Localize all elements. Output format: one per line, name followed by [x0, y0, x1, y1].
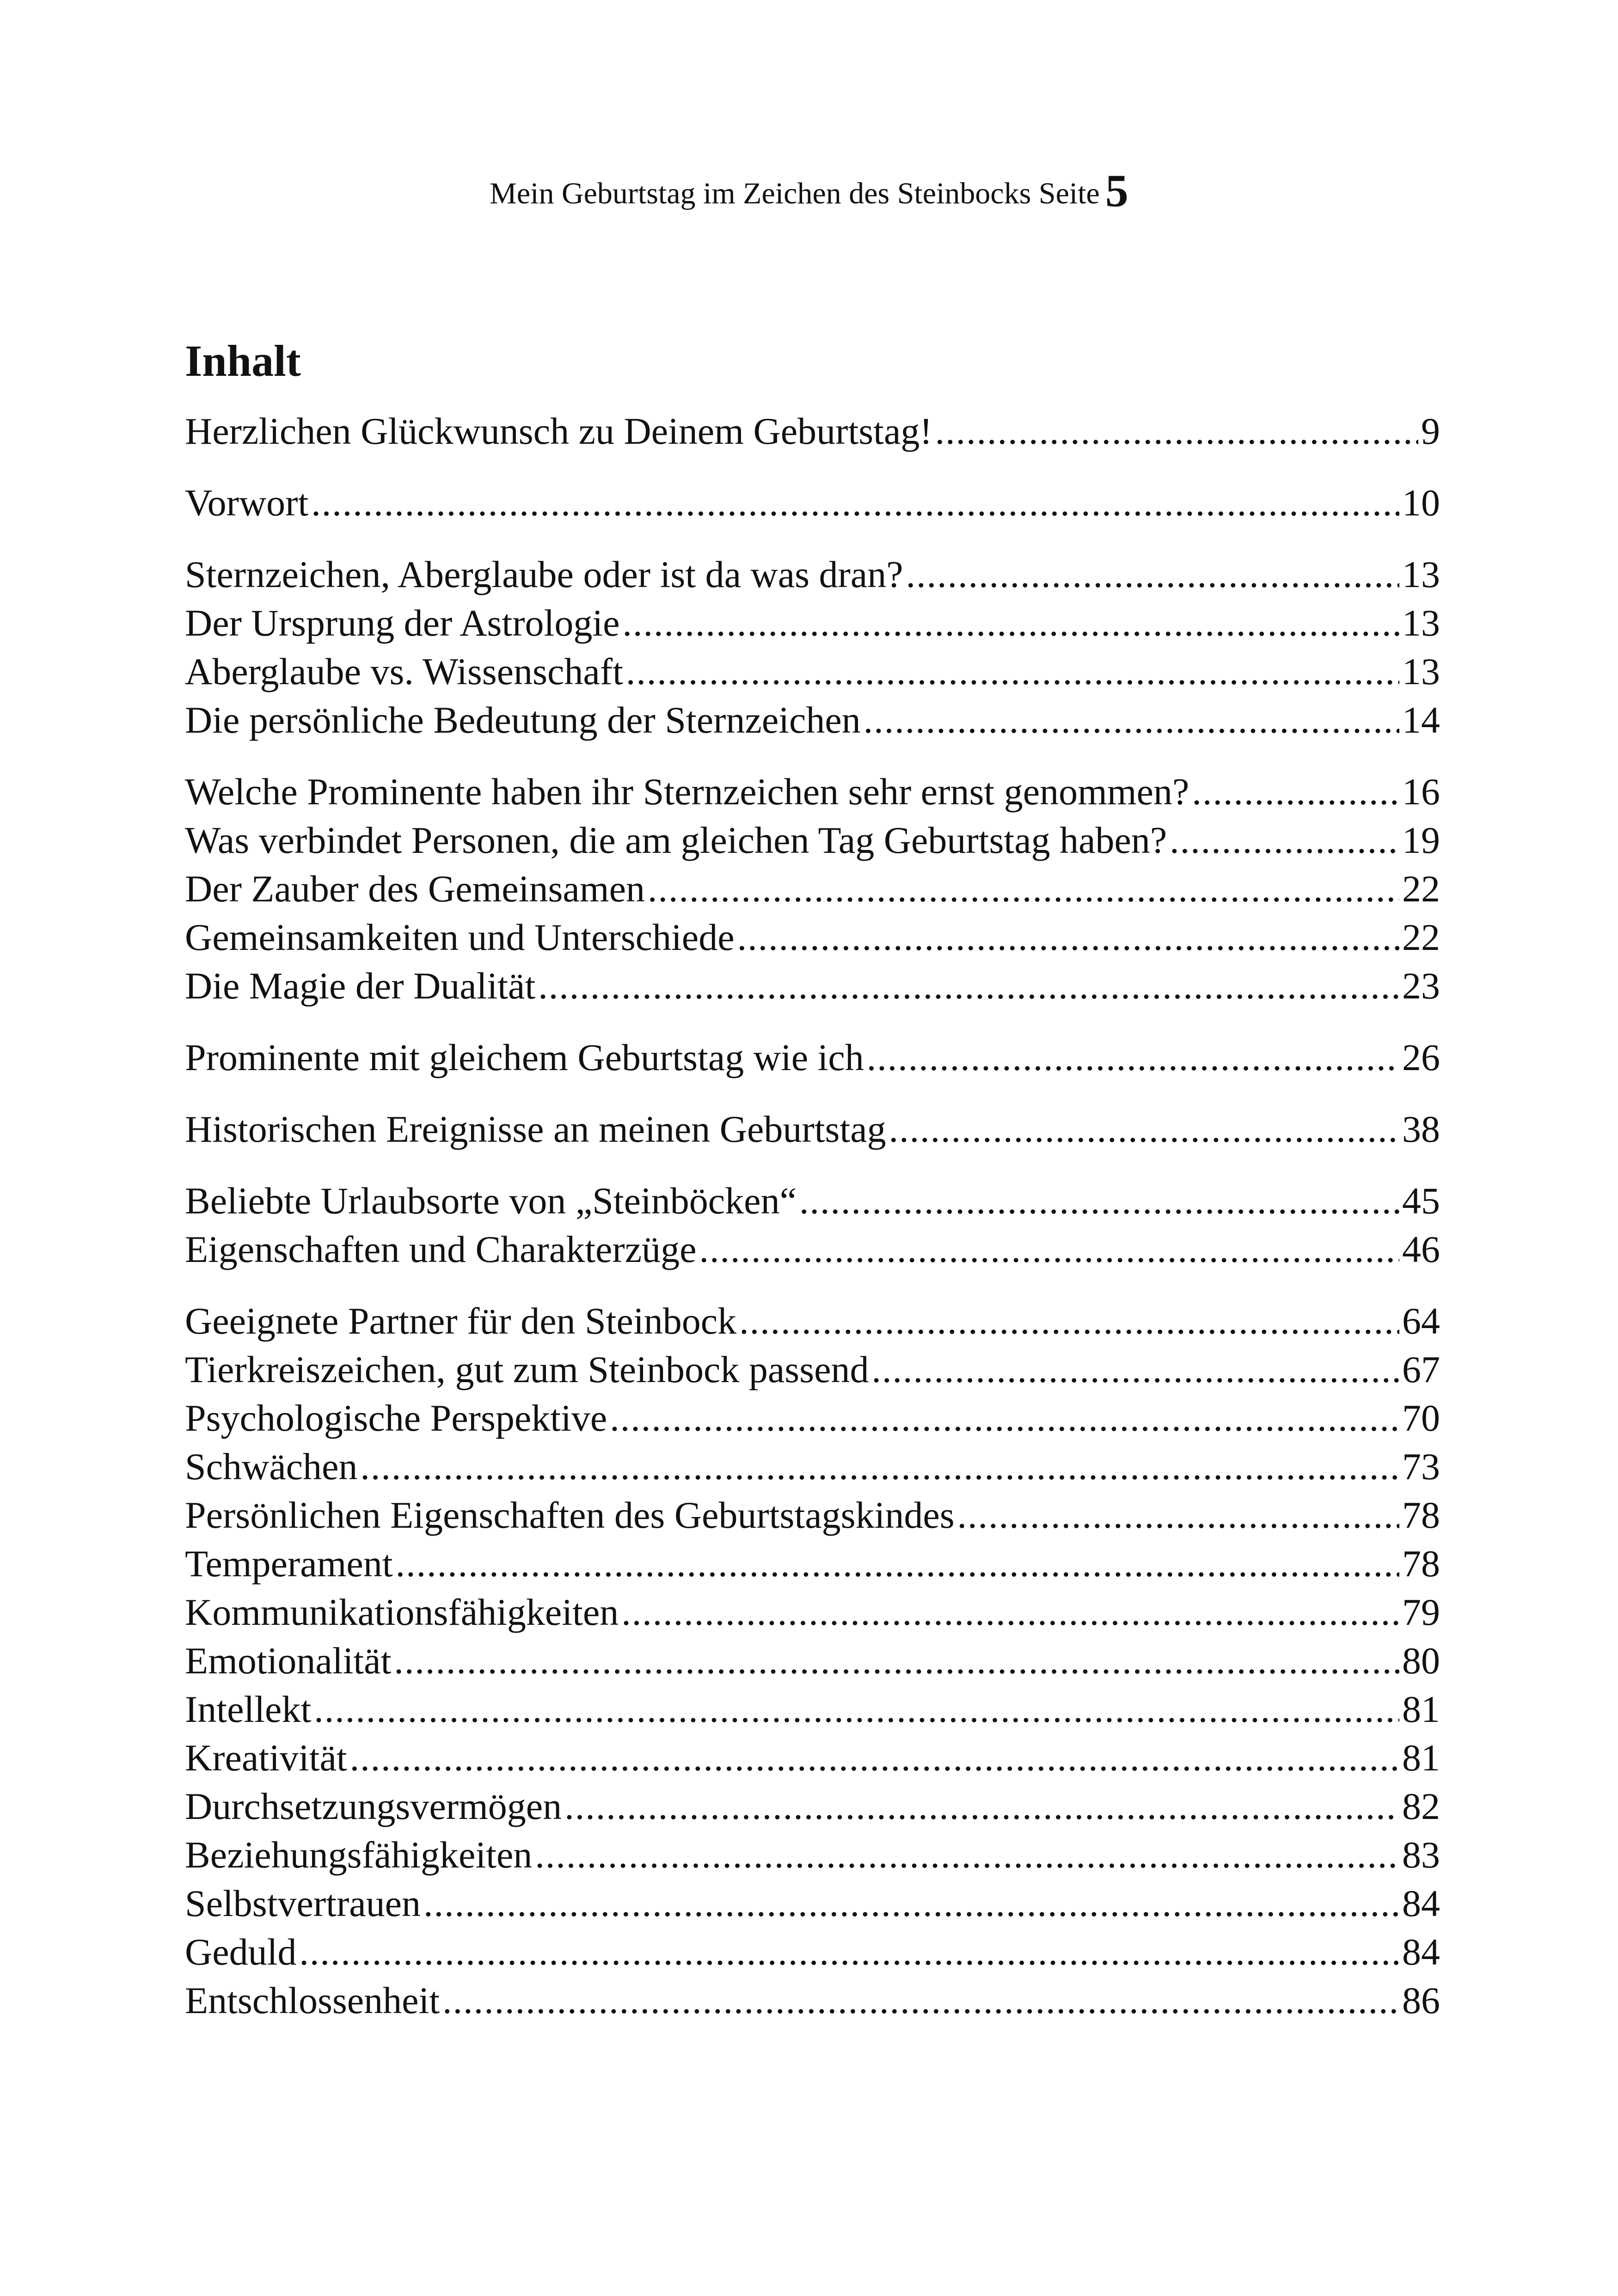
toc-entry[interactable] [185, 1105, 1440, 1153]
toc-entry-page: 13 [1402, 602, 1440, 644]
toc-group [185, 478, 1440, 527]
toc-entry-page: 82 [1402, 1785, 1440, 1827]
toc-entry-page: 9 [1421, 410, 1440, 452]
toc-group [185, 407, 1440, 455]
toc-leader-dots [564, 1782, 1399, 1831]
toc-leader-dots [648, 864, 1399, 913]
toc-entry-label: Der Ursprung der Astrologie [185, 602, 620, 644]
toc-leader-dots [737, 913, 1399, 961]
toc-entry-label: Intellekt [185, 1688, 312, 1730]
toc-entry-label: Entschlossenheit [185, 1979, 440, 2021]
toc-entry-label: Beliebte Urlaubsorte von „Steinböcken“ [185, 1180, 797, 1222]
toc-entry[interactable] [185, 816, 1440, 864]
toc-entry[interactable] [185, 1491, 1440, 1539]
page-number: 5 [1105, 165, 1128, 216]
toc-entry-label: Tierkreiszeichen, gut zum Steinbock passend [185, 1348, 869, 1390]
toc-leader-dots [1170, 816, 1399, 864]
toc-entry[interactable] [185, 1976, 1440, 2025]
running-header [0, 164, 1618, 217]
toc-entry-label: Schwächen [185, 1445, 358, 1488]
toc-leader-dots [610, 1394, 1399, 1442]
toc-entry-page: 19 [1402, 819, 1440, 861]
toc-entry-page: 81 [1402, 1737, 1440, 1779]
toc-entry[interactable] [185, 961, 1440, 1010]
toc-entry[interactable] [185, 1539, 1440, 1588]
toc-entry[interactable] [185, 647, 1440, 696]
toc-entry-page: 86 [1402, 1979, 1440, 2021]
toc-leader-dots [314, 1685, 1399, 1733]
toc-leader-dots [935, 407, 1418, 455]
toc-leader-dots [350, 1733, 1399, 1782]
toc-entry[interactable] [185, 1831, 1440, 1879]
toc-entry[interactable] [185, 1442, 1440, 1491]
toc-leader-dots [699, 1225, 1399, 1274]
toc-entry[interactable] [185, 599, 1440, 647]
toc-entry-page: 78 [1402, 1543, 1440, 1585]
toc-leader-dots [739, 1297, 1399, 1345]
toc-entry-page: 73 [1402, 1445, 1440, 1488]
toc-leader-dots [906, 550, 1399, 599]
toc-group [185, 1176, 1440, 1274]
toc-entry-label: Geeignete Partner für den Steinbock [185, 1300, 737, 1342]
toc-entry[interactable] [185, 1879, 1440, 1928]
table-of-contents [185, 407, 1440, 2048]
toc-title: Inhalt [185, 336, 301, 386]
toc-entry[interactable] [185, 550, 1440, 599]
toc-leader-dots [538, 961, 1399, 1010]
toc-entry-page: 22 [1402, 916, 1440, 958]
toc-entry-page: 45 [1402, 1180, 1440, 1222]
toc-leader-dots [1192, 767, 1399, 816]
toc-entry[interactable] [185, 1733, 1440, 1782]
toc-leader-dots [396, 1539, 1399, 1588]
toc-entry-page: 70 [1402, 1397, 1440, 1439]
toc-entry[interactable] [185, 1225, 1440, 1274]
toc-leader-dots [423, 1879, 1399, 1928]
toc-entry[interactable] [185, 1176, 1440, 1225]
toc-entry[interactable] [185, 1033, 1440, 1082]
toc-leader-dots [535, 1831, 1399, 1879]
toc-entry-page: 23 [1402, 965, 1440, 1007]
toc-entry-label: Der Zauber des Gemeinsamen [185, 868, 645, 910]
toc-entry[interactable] [185, 1685, 1440, 1733]
toc-group [185, 767, 1440, 1010]
toc-entry-page: 67 [1402, 1348, 1440, 1390]
toc-entry-page: 84 [1402, 1882, 1440, 1924]
toc-entry[interactable] [185, 864, 1440, 913]
toc-entry-label: Herzlichen Glückwunsch zu Deinem Geburtstag! [185, 410, 932, 452]
toc-entry[interactable] [185, 1928, 1440, 1976]
toc-entry-page: 14 [1402, 699, 1440, 741]
toc-entry-label: Eigenschaften und Charakterzüge [185, 1228, 697, 1270]
toc-leader-dots [889, 1105, 1399, 1153]
toc-entry-label: Emotionalität [185, 1640, 392, 1682]
toc-entry[interactable] [185, 696, 1440, 744]
toc-entry-page: 84 [1402, 1931, 1440, 1973]
toc-leader-dots [867, 1033, 1399, 1082]
toc-entry[interactable] [185, 1297, 1440, 1345]
toc-entry-page: 22 [1402, 868, 1440, 910]
toc-entry-page: 46 [1402, 1228, 1440, 1270]
running-title: Mein Geburtstag im Zeichen des Steinbocks Seite [490, 177, 1100, 210]
toc-group [185, 1297, 1440, 2025]
toc-entry-page: 10 [1402, 482, 1440, 524]
toc-group [185, 1105, 1440, 1153]
toc-entry-label: Geduld [185, 1931, 297, 1973]
toc-group [185, 550, 1440, 744]
toc-leader-dots [623, 599, 1399, 647]
toc-entry-label: Vorwort [185, 482, 309, 524]
toc-entry-label: Gemeinsamkeiten und Unterschiede [185, 916, 735, 958]
toc-leader-dots [626, 647, 1399, 696]
toc-entry-page: 26 [1402, 1036, 1440, 1078]
toc-entry-page: 78 [1402, 1494, 1440, 1536]
toc-entry-page: 16 [1402, 771, 1440, 813]
toc-entry-page: 79 [1402, 1591, 1440, 1633]
toc-leader-dots [299, 1928, 1399, 1976]
toc-entry-label: Durchsetzungsvermögen [185, 1785, 562, 1827]
toc-leader-dots [957, 1491, 1399, 1539]
toc-leader-dots [442, 1976, 1399, 2025]
toc-entry[interactable] [185, 1394, 1440, 1442]
toc-entry-label: Aberglaube vs. Wissenschaft [185, 650, 623, 692]
toc-leader-dots [864, 696, 1399, 744]
toc-entry-label: Kreativität [185, 1737, 347, 1779]
toc-entry-page: 64 [1402, 1300, 1440, 1342]
toc-entry-label: Psychologische Perspektive [185, 1397, 607, 1439]
toc-entry-label: Temperament [185, 1543, 393, 1585]
toc-leader-dots [621, 1588, 1399, 1636]
toc-entry-label: Prominente mit gleichem Geburtstag wie ich [185, 1036, 864, 1078]
toc-leader-dots [360, 1442, 1399, 1491]
toc-entry-label: Persönlichen Eigenschaften des Geburtstagskindes [185, 1494, 955, 1536]
toc-entry[interactable] [185, 1345, 1440, 1394]
toc-entry-page: 81 [1402, 1688, 1440, 1730]
toc-entry-label: Kommunikationsfähigkeiten [185, 1591, 619, 1633]
toc-entry-page: 13 [1402, 650, 1440, 692]
toc-entry[interactable] [185, 767, 1440, 816]
toc-entry[interactable] [185, 1588, 1440, 1636]
toc-leader-dots [871, 1345, 1399, 1394]
toc-entry[interactable] [185, 407, 1440, 455]
toc-entry[interactable] [185, 1636, 1440, 1685]
toc-entry[interactable] [185, 913, 1440, 961]
toc-entry-label: Die persönliche Bedeutung der Sternzeichen [185, 699, 861, 741]
toc-entry-page: 83 [1402, 1834, 1440, 1876]
toc-entry[interactable] [185, 1782, 1440, 1831]
toc-entry-label: Die Magie der Dualität [185, 965, 536, 1007]
toc-entry-page: 13 [1402, 553, 1440, 595]
toc-entry-label: Sternzeichen, Aberglaube oder ist da was dran? [185, 553, 903, 595]
toc-entry-label: Selbstvertrauen [185, 1882, 421, 1924]
toc-leader-dots [394, 1636, 1399, 1685]
toc-entry-label: Was verbindet Personen, die am gleichen Tag Geburtstag haben? [185, 819, 1167, 861]
toc-entry-label: Beziehungsfähigkeiten [185, 1834, 533, 1876]
toc-entry-page: 80 [1402, 1640, 1440, 1682]
toc-entry-label: Welche Prominente haben ihr Sternzeichen sehr ernst genommen? [185, 771, 1189, 813]
toc-group [185, 1033, 1440, 1082]
toc-entry-label: Historischen Ereignisse an meinen Geburtstag [185, 1108, 886, 1150]
toc-entry[interactable] [185, 478, 1440, 527]
toc-leader-dots [799, 1176, 1399, 1225]
toc-entry-page: 38 [1402, 1108, 1440, 1150]
toc-leader-dots [311, 478, 1399, 527]
